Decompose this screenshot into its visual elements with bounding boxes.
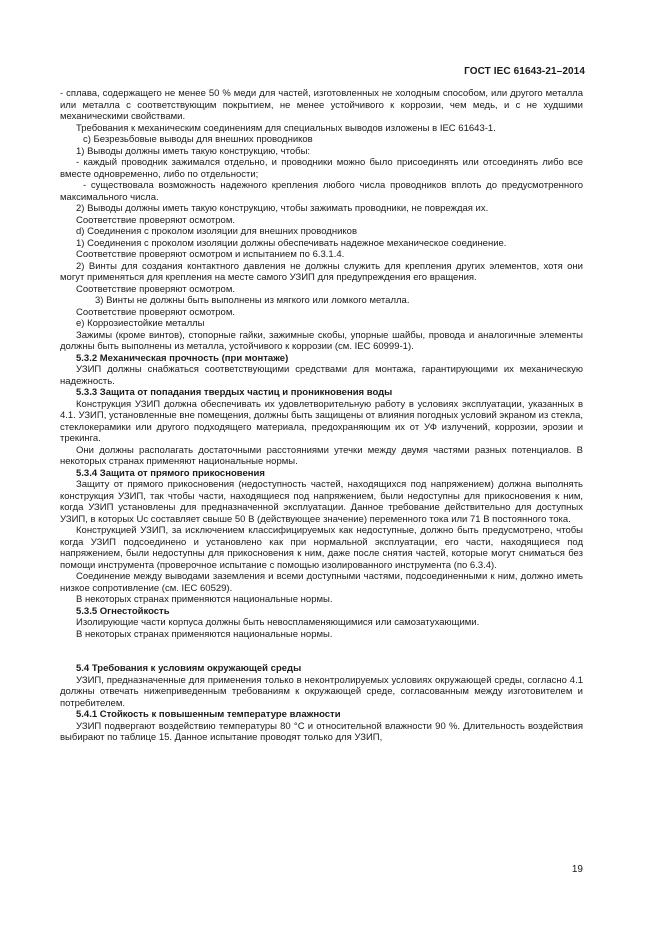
paragraph: Они должны располагать достаточными расстояниями утечки между двумя частями разных потенциалов. В некоторых странах применяют национальные нормы. (60, 444, 583, 467)
paragraph: УЗИП, предназначенные для применения только в неконтролируемых условиях окружающей среды, согласно 4.1 должны отвечать нижеприведенным требованиям к окружающей среде, согласованным между изготовителем и потребителем. (60, 674, 583, 709)
paragraph: 1) Соединения с проколом изоляции должны обеспечивать надежное механическое соединение. (76, 237, 507, 249)
paragraph: УЗИП должны снабжаться соответствующими средствами для монтажа, гарантирующими их механическую надежность. (60, 364, 583, 387)
section-heading: 5.3.4 Защита от прямого прикосновения (76, 467, 265, 479)
paragraph: с) Безрезьбовые выводы для внешних проводников (83, 134, 313, 145)
paragraph: В некоторых странах применяются национальные нормы. (76, 628, 333, 640)
document-body (60, 88, 583, 744)
paragraph: - каждый проводник зажимался отдельно, и проводники можно было присоединять или отсоединять либо все вместе одновременно, либо по отдельности; (60, 157, 583, 180)
paragraph: Зажимы (кроме винтов), стопорные гайки, зажимные скобы, упорные шайбы, провода и аналогичные элементы должны быть выполнены из металла, устойчивого к коррозии (см. IEC 60999-1). (60, 329, 583, 352)
page-number: 19 (571, 864, 583, 875)
paragraph: 1) Выводы должны иметь такую конструкцию, чтобы: (76, 145, 311, 157)
document-header: ГОСТ IEC 61643-21–2014 (464, 66, 585, 77)
paragraph: Соответствие проверяют осмотром. (76, 214, 235, 226)
paragraph: 2) Выводы должны иметь такую конструкцию, чтобы зажимать проводники, не повреждая их. (76, 203, 489, 214)
paragraph: - существовала возможность надежного крепления любого числа проводников вплоть до предусмотренного максимального числа. (60, 180, 583, 203)
paragraph: d) Соединения с проколом изоляции для внешних проводников (76, 226, 358, 237)
paragraph: Защиту от прямого прикосновения (недоступность частей, находящихся под напряжением) должна выполнять конструкция УЗИП, так чтобы части, находящиеся под напряжением, были недоступны для прикосновения к ним, когда УЗИП установлены для предназначенной эксплуатации. Данное требование действительно для доступных УЗИП, в которых Uc составляет свыше 50 В (действующее значение) переменного тока или 71 В постоянного тока. (60, 479, 583, 525)
spacer (60, 640, 583, 663)
paragraph: В некоторых странах применяются национальные нормы. (76, 594, 333, 605)
paragraph: Соответствие проверяют осмотром. (76, 306, 235, 318)
paragraph: Конструкцией УЗИП, за исключением классифицируемых как недоступные, должно быть предусмотрено, чтобы когда УЗИП подсоединено и установлено как при нормальной эксплуатации, его части, находящиеся под напряжением, были недоступны для прикосновения к ним, даже после снятия частей, которые могут сниматься без помощи инструмента (проверочное испытание с помощью изолированного инструмента (по 6.3.4). (60, 525, 583, 571)
paragraph: Соединение между выводами заземления и всеми доступными частями, подсоединенными к ним, должно иметь низкое сопротивление (см. IEC 60529). (60, 571, 583, 594)
section-heading: 5.4 Требования к условиям окружающей среды (76, 663, 302, 674)
paragraph: Соответствие проверяют осмотром и испытанием по 6.3.1.4. (76, 249, 345, 260)
paragraph: Конструкция УЗИП должна обеспечивать их удовлетворительную работу в условиях эксплуатации, указанных в 4.1. УЗИП, установленные вне помещения, должны быть защищены от влияния погодных условий экраном из стекла, стеклокерамики или другого подходящего материала, предохраняющим их от УФ излучений, коррозии, эрозии и трекинга. (60, 398, 583, 444)
paragraph: Изолирующие части корпуса должны быть невоспламеняющимися или самозатухающими. (76, 617, 480, 628)
paragraph: Соответствие проверяют осмотром. (76, 283, 235, 295)
paragraph: Требования к механическим соединениям для специальных выводов изложены в IEC 61643-1. (76, 122, 496, 134)
paragraph: 2) Винты для создания контактного давления не должны служить для крепления других элементов, хотя они могут применяться для крепления на месте самого УЗИП для предупреждения его вращения. (60, 260, 583, 283)
section-heading: 5.3.5 Огнестойкость (76, 605, 170, 617)
paragraph: - сплава, содержащего не менее 50 % меди для частей, изготовленных не холодным способом, или другого металла или металла с соответствующим покрытием, не менее устойчивого к коррозии, чем медь, и с не худшими механическими свойствами. (60, 88, 583, 122)
section-heading: 5.3.3 Защита от попадания твердых частиц и проникновения воды (76, 387, 393, 398)
section-heading: 5.4.1 Стойкость к повышенным температуре влажности (76, 709, 341, 720)
section-heading: 5.3.2 Механическая прочность (при монтаже) (76, 352, 289, 364)
paragraph: УЗИП подвергают воздействию температуры 80 °C и относительной влажности 90 %. Длительность воздействия выбирают по таблице 15. Данное испытание проводят только для УЗИП, (60, 720, 583, 743)
paragraph: 3) Винты не должны быть выполнены из мягкого или ломкого металла. (95, 295, 410, 306)
paragraph: е) Коррозиестойкие металлы (76, 318, 205, 329)
